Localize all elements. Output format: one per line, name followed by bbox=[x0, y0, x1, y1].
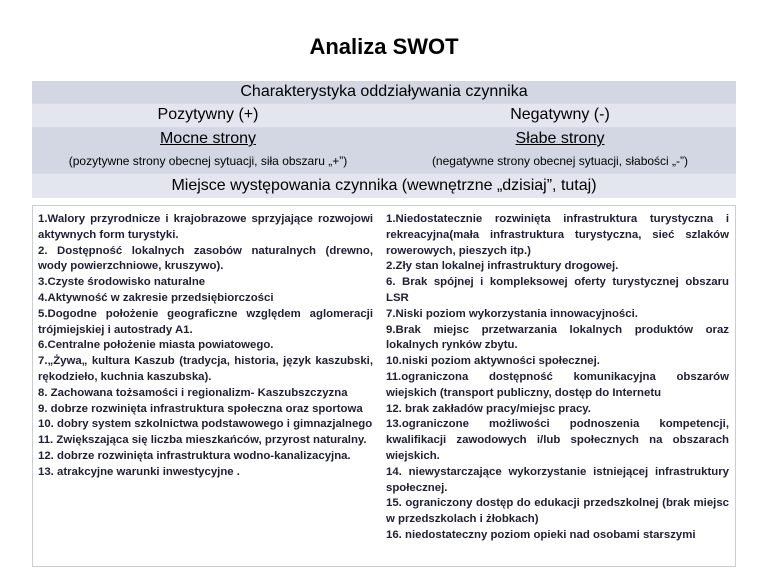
positive-label: Pozytywny (+) bbox=[157, 106, 259, 123]
list-item: 5.Dogodne położenie geograficzne względem aglomeracji trójmiejskiej i autostrady A1. bbox=[38, 307, 373, 336]
list-item: 12. dobrze rozwinięta infrastruktura wodno-kanalizacyjna. bbox=[38, 449, 351, 462]
list-item: 6. Brak spójnej i kompleksowej oferty turystycznej obszaru LSR bbox=[386, 276, 729, 304]
weaknesses-list bbox=[386, 212, 729, 544]
list-item: 11. Zwiększająca się liczba mieszkańców, przyrost naturalny. bbox=[38, 434, 367, 447]
strengths-label: Mocne strony bbox=[159, 130, 257, 147]
swot-header bbox=[32, 81, 736, 198]
list-item: 3.Czyste środowisko naturalne bbox=[38, 276, 206, 289]
list-item: 14. niewystarczające wykorzystanie istniejącej infrastruktury społecznej. bbox=[386, 465, 729, 494]
list-item: 1.Walory przyrodnicze i krajobrazowe sprzyjające rozwojowi aktywnych form turystyki. bbox=[38, 213, 373, 241]
list-item: 12. brak zakładów pracy/miejsc pracy. bbox=[386, 402, 591, 415]
list-item: 9.Brak miejsc przetwarzania lokalnych produktów oraz lokalnych rynków zbytu. bbox=[386, 323, 729, 352]
list-item: 2. Dostępność lokalnych zasobów naturalnych (drewno, wody powierzchniowe, kruszywo). bbox=[38, 244, 373, 273]
list-item: 16. niedostateczny poziom opieki nad osobami starszymi bbox=[386, 528, 696, 541]
list-item: 4.Aktywność w zakresie przedsiębiorczości bbox=[38, 291, 274, 304]
list-item: 8. Zachowana tożsamości i regionalizm- Kaszubszczyzna bbox=[38, 386, 348, 399]
list-item: 13.ograniczone możliwości podnoszenia kompetencji, kwalifikacji zawodowych i/lub społecznych na obszarach wiejskich. bbox=[386, 418, 729, 462]
list-item: 7.Niski poziom wykorzystania innowacyjności. bbox=[386, 307, 638, 320]
list-item: 1.Niedostatecznie rozwinięta infrastruktura turystyczna i rekreacyjna(mała infrastruktura turystyczna, sieć szlaków rowerowych, pieszych itp.) bbox=[386, 213, 729, 257]
list-item: 2.Zły stan lokalnej infrastruktury drogowej. bbox=[386, 260, 619, 273]
header-row-descriptions bbox=[32, 150, 736, 173]
weaknesses-label: Słabe strony bbox=[515, 130, 605, 147]
header-row-characteristic: Charakterystyka oddziaływania czynnika bbox=[32, 81, 736, 103]
list-item: 6.Centralne położenie miasta powiatowego. bbox=[38, 339, 274, 352]
header-row-sides bbox=[32, 128, 736, 150]
list-item: 15. ograniczony dostęp do edukacji przedszkolnej (brak miejsc w przedszkolach i żłobkach) bbox=[386, 497, 729, 526]
list-item: 10.niski poziom aktywności społecznej. bbox=[386, 355, 600, 368]
swot-body bbox=[32, 205, 736, 567]
page-title: Analiza SWOT bbox=[309, 34, 459, 59]
weaknesses-description: (negatywne strony obecnej sytuacji, słabości „-”) bbox=[431, 154, 689, 168]
list-item: 13. atrakcyjne warunki inwestycyjne . bbox=[38, 465, 240, 478]
list-item: 7.„Żywa„ kultura Kaszub (tradycja, historia, język kaszubski, rękodzieło, kuchnia kaszubska). bbox=[38, 355, 373, 383]
strengths-list bbox=[38, 212, 373, 481]
negative-label: Negatywny (-) bbox=[510, 106, 610, 123]
list-item: 10. dobry system szkolnictwa podstawowego i gimnazjalnego bbox=[38, 418, 373, 431]
header-row-impact bbox=[32, 104, 736, 127]
list-item: 9. dobrze rozwinięta infrastruktura społeczna oraz sportowa bbox=[38, 402, 363, 415]
strengths-description: (pozytywne strony obecnej sytuacji, siła obszaru „+”) bbox=[68, 154, 348, 168]
list-item: 11.ograniczona dostępność komunikacyjna obszarów wiejskich (transport publiczny, dostęp do Internetu bbox=[386, 370, 729, 399]
header-row-location: Miejsce występowania czynnika (wewnętrzne „dzisiaj”, tutaj) bbox=[32, 174, 736, 198]
